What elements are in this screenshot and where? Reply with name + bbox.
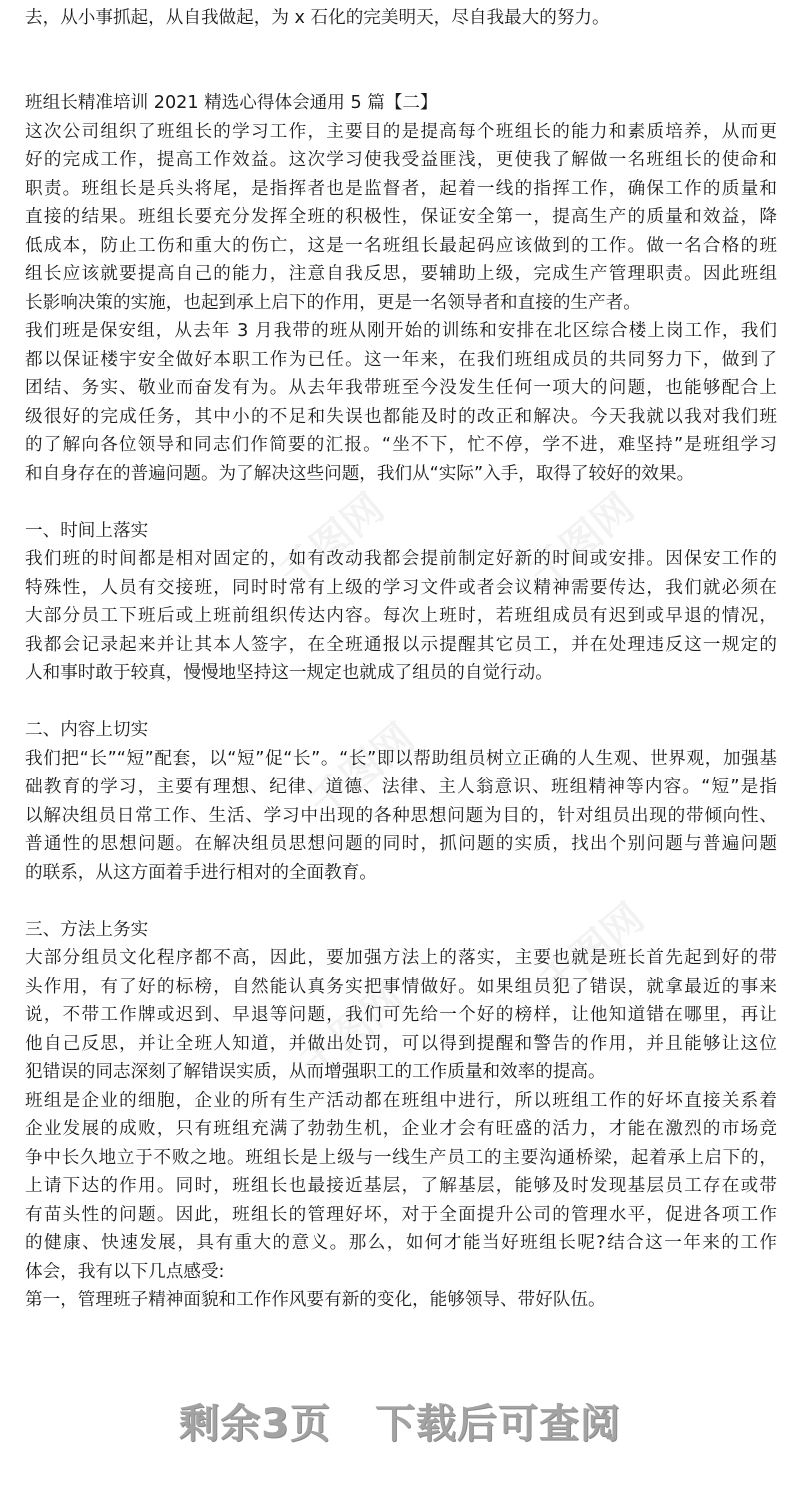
paragraph-line: 争中长久地立于不败之地。班组长是上级与一线生产员工的主要沟通桥梁，起着承上启下的， <box>25 1147 777 1168</box>
watermark: 千图网 <box>531 894 653 1008</box>
blank-line <box>25 887 777 916</box>
section-heading: 一、时间上落实 <box>25 520 149 541</box>
paragraph-line: 说，不带工作牌或迟到、早退等问题，我们可先给一个好的榜样，让他知道错在哪里，再让 <box>25 1005 777 1025</box>
paragraph-line: 头作用，有了好的标榜，自然能认真务实把事情做好。如果组员犯了错误，就拿最近的事来 <box>25 976 777 997</box>
paragraph-line <box>25 0 777 4</box>
section-heading: 三、方法上务实 <box>25 919 149 940</box>
paragraph-line: 大部分组员文化程序都不高，因此，要加强方法上的落实，主要也就是班长首先起到好的带 <box>25 948 777 968</box>
paragraph-line: 低成本，防止工伤和重大的伤亡，这是一名班组长最起码应该做到的工作。做一名合格的班 <box>25 235 777 256</box>
paragraph-line: 以解决组员日常工作、生活、学习中出现的各种思想问题为目的，针对组员出现的带倾向性、 <box>25 805 777 826</box>
paragraph-line: 我们班的时间都是相对固定的，如有改动我都会提前制定好新的时间或安排。因保安工作的 <box>25 549 777 569</box>
paragraph-line: 好的完成工作，提高工作效益。这次学习使我受益匪浅，更使我了解做一名班组长的使命和 <box>25 150 777 170</box>
paragraph-line: 职责。班组长是兵头将尾，是指挥者也是监督者，起着一线的指挥工作，确保工作的质量和 <box>25 178 777 199</box>
download-prompt[interactable] <box>0 1392 800 1449</box>
download-to-view-label: 下载后可查阅 <box>374 1401 621 1447</box>
paragraph-line: 大部分员工下班后或上班前组织传达内容。每次上班时，若班组成员有迟到或早退的情况， <box>25 606 777 626</box>
paragraph-line: 和自身存在的普遍问题。为了解决这些问题，我们从“实际”入手，取得了较好的效果。 <box>25 463 695 484</box>
blank-line <box>25 688 777 717</box>
blank-line <box>25 61 777 90</box>
watermark: 千图网 <box>291 974 413 1088</box>
paragraph-line: 普通性的思想问题。在解决组员思想问题的同时，抓问题的实质，找出个别问题与普遍问题 <box>25 834 777 854</box>
paragraph-line: 长影响决策的实施，也起到承上启下的作用，更是一名领导者和直接的生产者。 <box>25 292 641 313</box>
watermark: 千图网 <box>521 484 643 598</box>
paragraph-line: 第一，管理班子精神面貌和工作作风要有新的变化，能够领导、带好队伍。 <box>25 1290 606 1310</box>
document-body <box>25 0 777 1315</box>
paragraph-line: 他自己反思，并让全班人知道，并做出处罚，可以得到提醒和警告的作用，并且能够让这位 <box>25 1033 777 1054</box>
watermark: 千图网 <box>271 484 393 598</box>
paragraph-line: 团结、务实、敬业而奋发有为。从去年我带班至今没发生任何一项大的问题，也能够配合上 <box>25 378 777 398</box>
paragraph-line: 犯错误的同志深刻了解错误实质，从而增强职工的工作质量和效率的提高。 <box>25 1062 606 1082</box>
watermark: 千图网 <box>301 714 423 828</box>
paragraph-line: 特殊性，人员有交接班，同时时常有上级的学习文件或者会议精神需要传达，我们就必须在 <box>25 577 777 598</box>
paragraph-line: 的了解向各位领导和同志们作简要的汇报。“坐不下，忙不停，学不进，难坚持”是班组学习 <box>25 435 777 455</box>
paragraph-line: 组长应该就要提高自己的能力，注意自我反思，要辅助上级，完成生产管理职责。因此班组 <box>25 264 777 284</box>
paragraph-line: 的联系，从这方面着手进行相对的全面教育。 <box>25 862 377 883</box>
blank-line <box>25 488 777 517</box>
paragraph-line: 班组是企业的细胞，企业的所有生产活动都在班组中进行，所以班组工作的好坏直接关系着 <box>25 1090 777 1111</box>
paragraph-line: 直接的结果。班组长要充分发挥全班的积极性，保证安全第一，提高生产的质量和效益，降 <box>25 207 777 227</box>
paragraph-line: 级很好的完成任务，其中小的不足和失误也都能及时的改正和解决。今天我就以我对我们班 <box>25 406 777 427</box>
paragraph-line: 都以保证楼宇安全做好本职工作为已任。这一年来，在我们班组成员的共同努力下，做到了 <box>25 349 777 370</box>
blank-line <box>25 32 777 61</box>
document-title: 班组长精准培训 2021 精选心得体会通用 5 篇【二】 <box>25 93 438 113</box>
paragraph-line: 人和事时敢于较真，慢慢地坚持这一规定也就成了组员的自觉行动。 <box>25 663 553 683</box>
paragraph-line: 我们把“长”“短”配套，以“短”促“长”。“长”即以帮助组员树立正确的人生观、世界观，加强基 <box>25 748 777 769</box>
paragraph-line: 础教育的学习，主要有理想、纪律、道德、法律、主人翁意识、班组精神等内容。“短”是指 <box>25 777 777 797</box>
paragraph-line: 上请下达的作用。同时，班组长也最接近基层，了解基层，能够及时发现基层员工存在或带 <box>25 1176 777 1196</box>
paragraph-line: 企业发展的成败，只有班组充满了勃勃生机，企业才会有旺盛的活力，才能在激烈的市场竞 <box>25 1119 777 1139</box>
paragraph-line: 的健康、快速发展，具有重大的意义。那么，如何才能当好班组长呢?结合这一年来的工作 <box>25 1233 777 1253</box>
paragraph-line: 去，从小事抓起，从自我做起，为 x 石化的完美明天，尽自我最大的努力。 <box>25 7 610 28</box>
paragraph-line: 这次公司组织了班组长的学习工作，主要目的是提高每个班组长的能力和素质培养，从而更 <box>25 121 777 142</box>
remaining-pages-label: 剩余3页 <box>179 1401 331 1447</box>
section-heading: 二、内容上切实 <box>25 720 149 740</box>
paragraph-line: 体会，我有以下几点感受: <box>25 1261 225 1282</box>
paragraph-line: 我都会记录起来并让其本人签字，在全班通报以示提醒其它员工，并在处理违反这一规定的 <box>25 634 777 655</box>
paragraph-line: 我们班是保安组，从去年 3 月我带的班从刚开始的训练和安排在北区综合楼上岗工作，我们 <box>25 321 777 341</box>
paragraph-line: 有苗头性的问题。因此，班组长的管理好坏，对于全面提升公司的管理水平，促进各项工作 <box>25 1204 777 1225</box>
